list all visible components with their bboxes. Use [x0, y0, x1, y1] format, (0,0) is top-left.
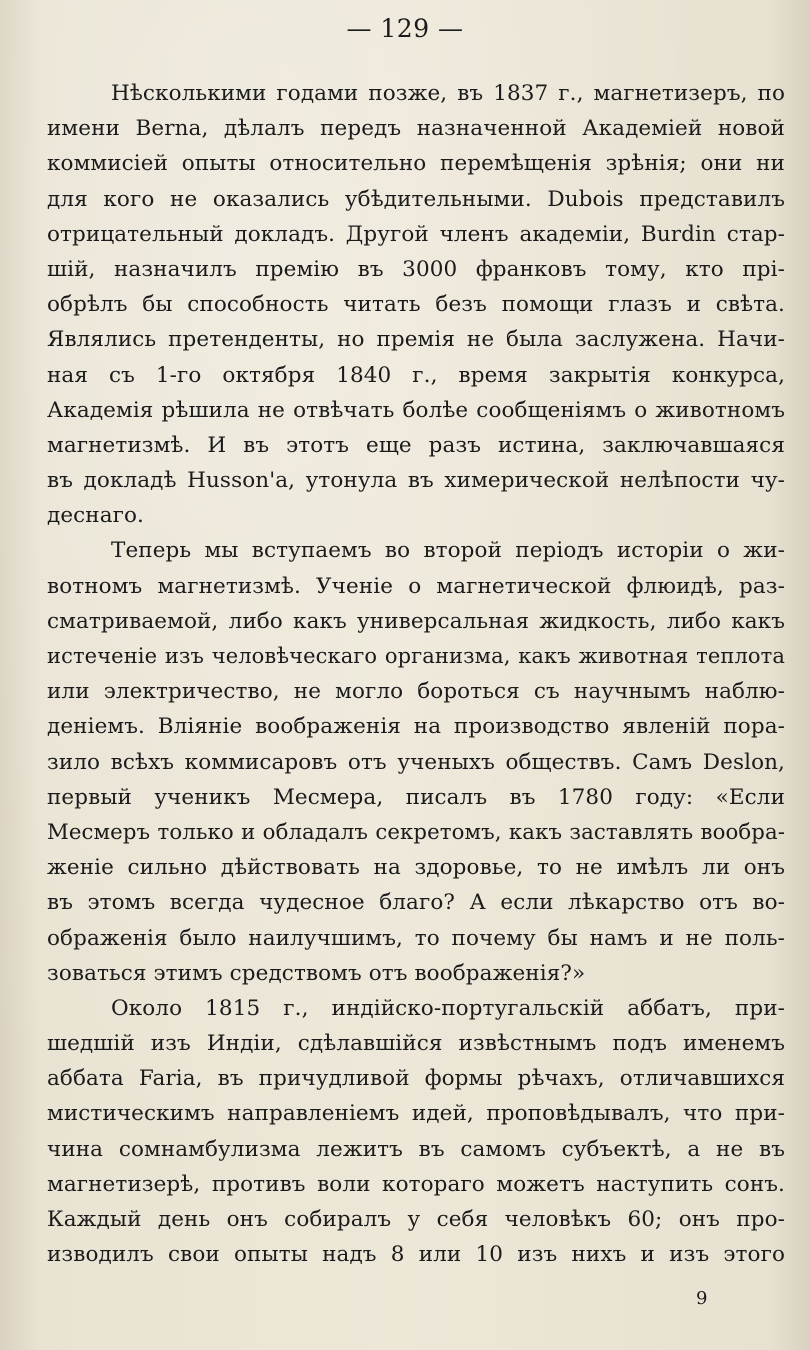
- text-line: Месмеръ только и обладалъ секретомъ, какъ заставлять вообра-: [47, 819, 785, 845]
- text-line: зоваться этимъ средствомъ отъ воображенія?»: [47, 960, 586, 986]
- text-line: магнетизмѣ. И въ этотъ еще разъ истина, заключавшаяся: [47, 432, 785, 458]
- text-line: въ докладѣ Husson'а, утонула въ химерической нелѣпости чу-: [47, 468, 785, 494]
- text-line: Академія рѣшила не отвѣчать болѣе сообщеніямъ о животномъ: [47, 397, 785, 423]
- text-line: Около 1815 г., индійско-португальскій аббатъ, при-: [111, 995, 785, 1021]
- text-line: чина сомнамбулизма лежитъ въ самомъ субъектѣ, а не въ: [47, 1136, 785, 1162]
- text-line: для кого не оказались убѣдительными. Dubois представилъ: [47, 186, 785, 212]
- text-line: женіе сильно дѣйствовать на здоровье, то не имѣлъ ли онъ: [47, 855, 785, 881]
- page-number: — 129 —: [346, 14, 464, 43]
- text-line: ображенія было наилучшимъ, то почему бы намъ и не поль-: [47, 925, 785, 951]
- text-line: обрѣлъ бы способность читать безъ помощи глазъ и свѣта.: [47, 292, 785, 318]
- text-line: или электричество, не могло бороться съ научнымъ наблю-: [47, 679, 785, 705]
- text-line: въ этомъ всегда чудесное благо? А если лѣкарство отъ во-: [47, 890, 785, 916]
- text-line: мистическимъ направленіемъ идей, проповѣдывалъ, что при-: [47, 1101, 785, 1127]
- text-line: имени Berna, дѣлалъ передъ назначенной Академіей новой: [47, 116, 785, 142]
- body-text: [47, 76, 785, 1272]
- text-line: первый ученикъ Месмера, писалъ въ 1780 году: «Если: [47, 784, 785, 810]
- text-line: шій, назначилъ премію въ 3000 франковъ тому, кто прі-: [47, 256, 785, 282]
- text-line: истеченіе изъ человѣческаго организма, какъ животная теплота: [47, 644, 785, 668]
- text-line: изводилъ свои опыты надъ 8 или 10 изъ нихъ и изъ этого: [47, 1242, 785, 1268]
- text-line: отрицательный докладъ. Другой членъ академіи, Burdin стар-: [47, 221, 785, 247]
- text-line: сматриваемой, либо какъ универсальная жидкость, либо какъ: [47, 608, 785, 634]
- text-line: Нѣсколькими годами позже, въ 1837 г., магнетизеръ, по: [111, 81, 785, 106]
- signature-mark: 9: [696, 1288, 708, 1309]
- text-line: шедшій изъ Индіи, сдѣлавшійся извѣстнымъ подъ именемъ: [47, 1031, 785, 1057]
- text-line: деснаго.: [47, 503, 144, 529]
- text-line: зило всѣхъ коммисаровъ отъ ученыхъ обществъ. Самъ Deslon,: [47, 749, 785, 775]
- text-line: аббата Faria, въ причудливой формы рѣчахъ, отличавшихся: [47, 1066, 785, 1092]
- text-line: деніемъ. Вліяніе воображенія на производство явленій пора-: [47, 714, 785, 740]
- text-line: Каждый день онъ собиралъ у себя человѣкъ 60; онъ про-: [47, 1207, 785, 1232]
- text-line: магнетизерѣ, противъ воли котораго можетъ наступить сонъ.: [47, 1171, 785, 1197]
- text-line: Теперь мы вступаемъ во второй періодъ исторіи о жи-: [111, 538, 785, 564]
- text-line: вотномъ магнетизмѣ. Ученіе о магнетической флюидѣ, раз-: [47, 573, 785, 599]
- text-line: коммисіей опыты относительно перемѣщенія зрѣнія; они ни: [47, 151, 785, 177]
- text-line: Являлись претенденты, но премія не была заслужена. Начи-: [47, 327, 785, 353]
- text-line: ная съ 1-го октября 1840 г., время закрытія конкурса,: [47, 362, 785, 388]
